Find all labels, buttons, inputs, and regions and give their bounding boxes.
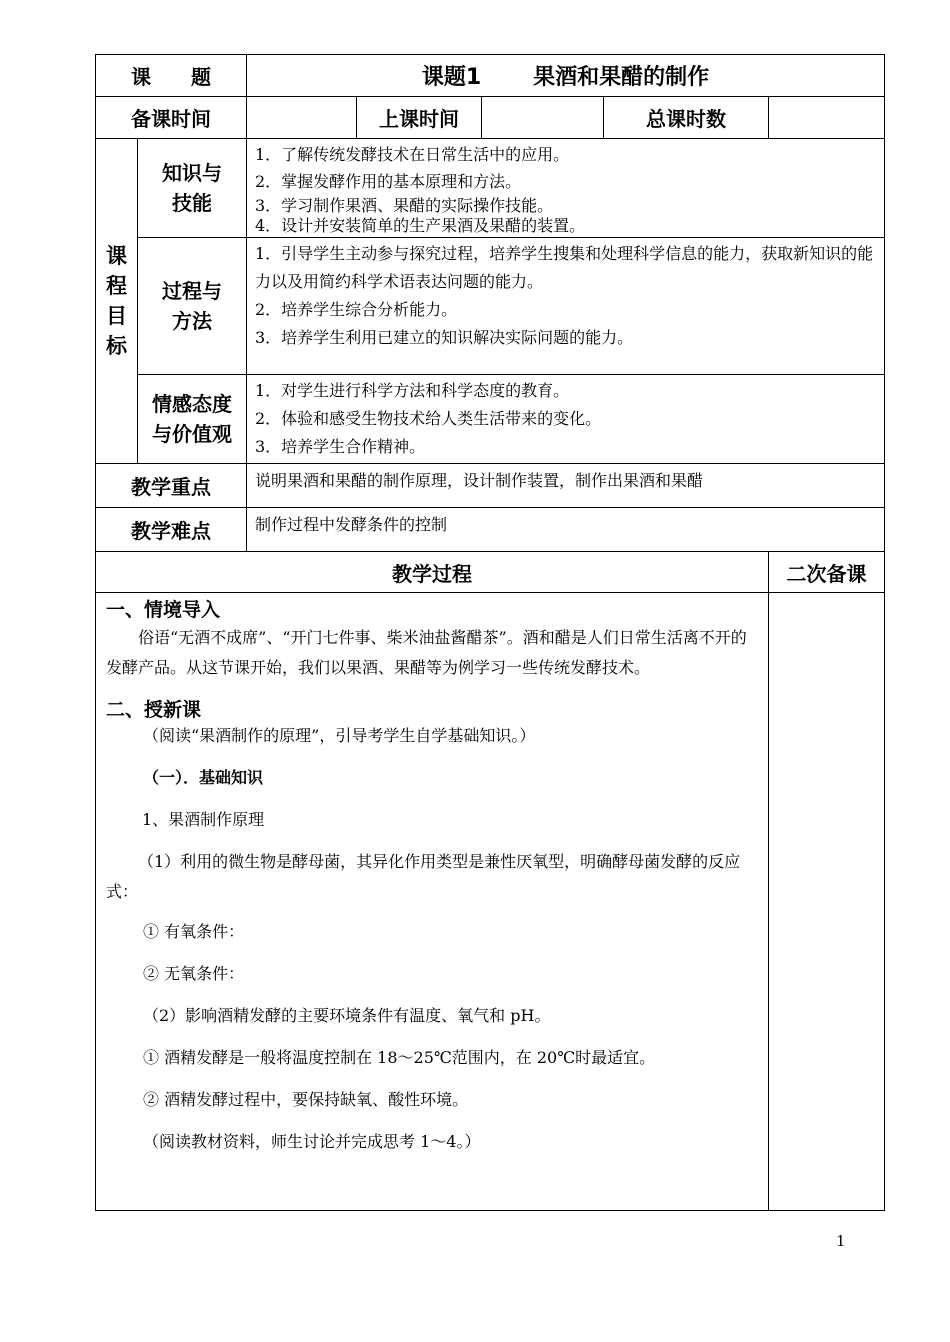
difficulties-label: 教学难点 xyxy=(96,508,247,552)
item-principle: 1、果酒制作原理 xyxy=(142,810,265,829)
list-item: 1．了解传统发酵技术在日常生活中的应用。 xyxy=(255,145,570,164)
list-item: 2．培养学生综合分析能力。 xyxy=(255,300,458,319)
section-intro-heading: 一、情境导入 xyxy=(106,599,221,621)
item-conditions: （2）影响酒精发酵的主要环境条件有温度、氧气和 pH。 xyxy=(143,1006,551,1025)
knowledge-items xyxy=(247,139,885,238)
process-label-1: 过程与 xyxy=(162,279,222,303)
section-intro-text: 俗语“无酒不成席”、“开门七件事、柴米油盐酱醋茶”。酒和醋是人们日常生活离不开的发酵产品。从这节课开始，我们以果酒、果醋等为例学习一些传统发酵技术。 xyxy=(106,628,747,677)
item-microbe: （1）利用的微生物是酵母菌，其异化作用类型是兼性厌氧型，明确酵母菌发酵的反应式： xyxy=(106,852,741,901)
key-points-label: 教学重点 xyxy=(96,464,247,508)
topic-label: 课 题 xyxy=(96,55,247,97)
difficulties-text: 制作过程中发酵条件的控制 xyxy=(247,508,885,552)
total-hours-label: 总课时数 xyxy=(604,97,769,139)
item-anaerobic: ② 无氧条件： xyxy=(143,964,245,983)
knowledge-label xyxy=(138,139,247,238)
class-time-label: 上课时间 xyxy=(357,97,482,139)
section-new-note: （阅读“果酒制作的原理”，引导考学生自学基础知识。） xyxy=(143,726,536,745)
list-item: 1．对学生进行科学方法和科学态度的教育。 xyxy=(255,381,570,400)
item-oxygen: ② 酒精发酵过程中，要保持缺氧、酸性环境。 xyxy=(143,1090,469,1109)
process-items xyxy=(247,238,885,375)
emotion-label-1: 情感态度 xyxy=(152,392,232,416)
emotion-items xyxy=(247,375,885,464)
total-hours-value xyxy=(769,97,885,139)
list-item: 2．体验和感受生物技术给人类生活带来的变化。 xyxy=(255,409,602,428)
sub-basic-heading: （一）．基础知识 xyxy=(143,768,264,787)
emotion-label xyxy=(138,375,247,464)
list-item: 3．学习制作果酒、果醋的实际操作技能。 xyxy=(255,196,554,215)
emotion-label-2: 与价值观 xyxy=(152,422,232,446)
page-number: 1 xyxy=(836,1232,846,1250)
class-time-value xyxy=(482,97,604,139)
item-discussion-note: （阅读教材资料，师生讨论并完成思考 1～4。） xyxy=(143,1132,481,1151)
key-points-text: 说明果酒和果醋的制作原理，设计制作装置，制作出果酒和果醋 xyxy=(247,464,885,508)
topic-prefix: 课题1 xyxy=(421,65,482,90)
lesson-plan-table xyxy=(95,54,885,1211)
topic-title: 果酒和果醋的制作 xyxy=(533,65,710,90)
teaching-process-body xyxy=(96,593,769,1211)
knowledge-label-2: 技能 xyxy=(172,191,212,215)
list-item: 1．引导学生主动参与探究过程，培养学生搜集和处理科学信息的能力，获取新知识的能力以及用简约科学术语表达问题的能力。 xyxy=(255,244,874,291)
list-item: 3．培养学生利用已建立的知识解决实际问题的能力。 xyxy=(255,328,634,347)
item-temperature: ① 酒精发酵是一般将温度控制在 18～25℃范围内，在 20℃时最适宜。 xyxy=(143,1048,656,1067)
list-item: 3．培养学生合作精神。 xyxy=(255,437,426,456)
knowledge-label-1: 知识与 xyxy=(162,161,222,185)
prep-time-label: 备课时间 xyxy=(96,97,247,139)
process-label-2: 方法 xyxy=(172,309,212,333)
item-aerobic: ① 有氧条件： xyxy=(143,922,245,941)
list-item: 4．设计并安装简单的生产果酒及果醋的装置。 xyxy=(255,216,586,235)
objectives-label xyxy=(96,139,138,464)
section-new-heading: 二、授新课 xyxy=(106,699,202,721)
teaching-process-label: 教学过程 xyxy=(96,552,769,593)
topic-title-cell xyxy=(247,55,885,97)
process-label xyxy=(138,238,247,375)
objectives-label-text: 课程目标 xyxy=(106,244,127,358)
list-item: 2．掌握发酵作用的基本原理和方法。 xyxy=(255,172,522,191)
prep-time-value xyxy=(247,97,357,139)
second-prep-label: 二次备课 xyxy=(769,552,885,593)
second-prep-area xyxy=(769,593,885,1211)
